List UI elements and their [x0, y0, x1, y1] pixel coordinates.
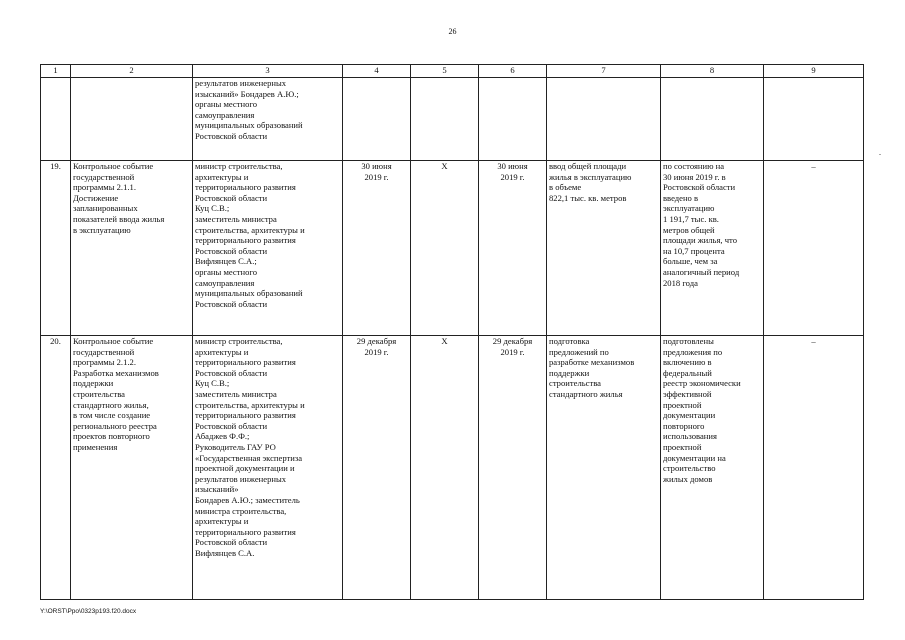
cell-line: заместитель министра — [195, 213, 277, 224]
cell-line: жилых домов — [663, 473, 713, 484]
cell-line: 30 июня — [361, 161, 392, 171]
cell-line: разработке механизмов — [549, 357, 635, 368]
cell-line: 29 декабря — [492, 336, 533, 346]
cell-line: территориального развития — [195, 235, 296, 246]
cell-line: архитектуры и — [195, 346, 249, 357]
cell-line: поддержки — [73, 378, 114, 389]
cell-line: запланированных — [73, 203, 138, 214]
cell-line: Ростовской области — [195, 192, 268, 203]
cell-line: заместитель министра — [195, 388, 277, 399]
col-header-8: 8 — [661, 65, 764, 78]
cell-line: федеральный — [663, 367, 712, 378]
cell-line: строительства — [549, 378, 601, 389]
cell-line: стандартного жилья, — [73, 399, 149, 410]
cell-line: архитектуры и — [195, 171, 249, 182]
cell-line: проектной документации и — [195, 463, 295, 474]
cell-line: министр строительства, — [195, 161, 283, 171]
cell-event — [71, 161, 193, 336]
footer-file-path: Y:\ORST\Ppo\0323p193.f20.docx — [40, 608, 137, 615]
cell-line: в объеме — [549, 182, 582, 193]
cell-empty — [764, 78, 864, 161]
cell-executors — [193, 161, 343, 336]
cell-date-end — [479, 161, 547, 336]
cell-line: территориального развития — [195, 357, 296, 368]
cell-empty — [71, 78, 193, 161]
cell-line: документации на — [663, 452, 726, 463]
cell-line: государственной — [73, 346, 135, 357]
cell-line: «Государственная экспертиза — [195, 452, 303, 463]
col-header-2: 2 — [71, 65, 193, 78]
cell-line: программы 2.1.2. — [73, 357, 136, 368]
cell-line: 2019 г. — [500, 171, 525, 182]
cell-line: территориального развития — [195, 410, 296, 421]
cell-line: предложений по — [549, 346, 609, 357]
cell-col5: Х — [411, 336, 479, 600]
cell-actual-result — [661, 336, 764, 600]
cell-empty — [343, 78, 411, 161]
cell-line: в эксплуатацию — [73, 224, 131, 235]
cell-line: Разработка механизмов — [73, 367, 159, 378]
cell-empty — [547, 78, 661, 161]
cell-line: по состоянию на — [663, 161, 725, 171]
cell-date-end — [479, 336, 547, 600]
cell-line: территориального развития — [195, 526, 296, 537]
cell-line: проектов повторного — [73, 431, 150, 442]
cell-line: Бондарев А.Ю.; заместитель — [195, 494, 300, 505]
cell-line: архитектуры и — [195, 516, 249, 527]
cell-line: введено в — [663, 192, 699, 203]
cell-line: Ростовской области — [195, 298, 268, 309]
cell-line: строительства — [73, 388, 125, 399]
cell-line: больше, чем за — [663, 256, 718, 267]
cell-line: 2019 г. — [500, 346, 525, 357]
cell-line: 30 июня 2019 г. в — [663, 171, 726, 182]
cell-line: результатов инженерных — [195, 473, 287, 484]
cell-event — [71, 336, 193, 600]
cell-line: Контрольное событие — [73, 336, 154, 346]
cell-line: площади жилья, что — [663, 235, 737, 246]
cell-line: Вифлянцев С.А. — [195, 547, 255, 558]
col-header-1: 1 — [41, 65, 71, 78]
cell-line: Куц С.В.; — [195, 378, 230, 389]
cell-line: Ростовской области — [195, 245, 268, 256]
cell-line: Абаджев Ф.Ф.; — [195, 431, 250, 442]
cell-row-number: 20. — [41, 336, 71, 600]
cell-line: строительства, архитектуры и — [195, 224, 305, 235]
cell-line: реестр экономически — [663, 378, 741, 389]
cell-line: Руководитель ГАУ РО — [195, 441, 276, 452]
cell-line: строительства, архитектуры и — [195, 399, 305, 410]
col-header-9: 9 — [764, 65, 864, 78]
cell-line: Ростовской области — [195, 420, 268, 431]
col-header-6: 6 — [479, 65, 547, 78]
cell-line: муниципальных образований — [195, 120, 303, 131]
cell-line: муниципальных образований — [195, 288, 303, 299]
cell-row-number: 19. — [41, 161, 71, 336]
cell-executors — [193, 78, 343, 161]
cell-line: проектной — [663, 399, 702, 410]
cell-line: включению в — [663, 357, 712, 368]
cell-line: метров общей — [663, 224, 715, 235]
cell-line: министр строительства, — [195, 336, 283, 346]
table-row — [41, 336, 864, 600]
cell-line: использования — [663, 431, 717, 442]
cell-line: повторного — [663, 420, 705, 431]
cell-line: эксплуатацию — [663, 203, 715, 214]
cell-line: эффективной — [663, 388, 712, 399]
page-number: 26 — [448, 27, 457, 36]
cell-line: 2019 г. — [364, 346, 389, 357]
cell-line: строительство — [663, 463, 716, 474]
cell-line: органы местного — [195, 99, 257, 110]
cell-line: жилья в эксплуатацию — [549, 171, 632, 182]
cell-line: 1 191,7 тыс. кв. — [663, 213, 719, 224]
cell-line: аналогичный период — [663, 266, 740, 277]
cell-line: подготовка — [549, 336, 590, 346]
cell-line: в том числе создание — [73, 410, 151, 421]
cell-line: 29 декабря — [356, 336, 397, 346]
col-header-5: 5 — [411, 65, 479, 78]
cell-line: органы местного — [195, 266, 257, 277]
cell-expected-result — [547, 336, 661, 600]
cell-line: поддержки — [549, 367, 590, 378]
cell-line: Ростовской области — [195, 130, 268, 141]
table-row-continuation — [41, 78, 864, 161]
cell-empty — [661, 78, 764, 161]
report-table — [40, 64, 864, 600]
cell-line: предложения по — [663, 346, 723, 357]
cell-expected-result — [547, 161, 661, 336]
cell-line: Ростовской области — [663, 182, 736, 193]
cell-line: применения — [73, 441, 118, 452]
cell-col5: Х — [411, 161, 479, 336]
cell-col9: – — [764, 336, 864, 600]
cell-line: стандартного жилья — [549, 388, 623, 399]
cell-line: Ростовской области — [195, 537, 268, 548]
cell-line: ввод общей площади — [549, 161, 627, 171]
cell-line: Куц С.В.; — [195, 203, 230, 214]
cell-date-start — [343, 161, 411, 336]
col-header-7: 7 — [547, 65, 661, 78]
cell-line: самоуправления — [195, 109, 255, 120]
cell-line: территориального развития — [195, 182, 296, 193]
cell-line: самоуправления — [195, 277, 255, 288]
cell-line: проектной — [663, 441, 702, 452]
cell-line: подготовлены — [663, 336, 714, 346]
cell-actual-result — [661, 161, 764, 336]
cell-empty — [479, 78, 547, 161]
cell-line: регионального реестра — [73, 420, 157, 431]
cell-empty — [411, 78, 479, 161]
table-row — [41, 161, 864, 336]
cell-line: Контрольное событие — [73, 161, 154, 171]
cell-line: государственной — [73, 171, 135, 182]
cell-date-start — [343, 336, 411, 600]
col-header-3: 3 — [193, 65, 343, 78]
cell-line: 30 июня — [497, 161, 528, 171]
cell-line: 822,1 тыс. кв. метров — [549, 192, 627, 203]
cell-line: программы 2.1.1. — [73, 182, 136, 193]
cell-line: Достижение — [73, 192, 119, 203]
header-row — [41, 65, 864, 78]
cell-line: показателей ввода жилья — [73, 213, 165, 224]
cell-executors — [193, 336, 343, 600]
cell-line: Вифлянцев С.А.; — [195, 256, 257, 267]
col-header-4: 4 — [343, 65, 411, 78]
cell-line: на 10,7 процента — [663, 245, 725, 256]
cell-empty — [41, 78, 71, 161]
cell-line: изысканий» Бондарев А.Ю.; — [195, 88, 299, 99]
cell-line: министра строительства, — [195, 505, 287, 516]
cell-line: изысканий» — [195, 484, 239, 495]
cell-line: документации — [663, 410, 716, 421]
cell-line: результатов инженерных — [195, 78, 287, 88]
cell-line: 2018 года — [663, 277, 698, 288]
edge-mark: - — [879, 152, 881, 158]
cell-line: 2019 г. — [364, 171, 389, 182]
cell-line: Ростовской области — [195, 367, 268, 378]
cell-col9: – — [764, 161, 864, 336]
